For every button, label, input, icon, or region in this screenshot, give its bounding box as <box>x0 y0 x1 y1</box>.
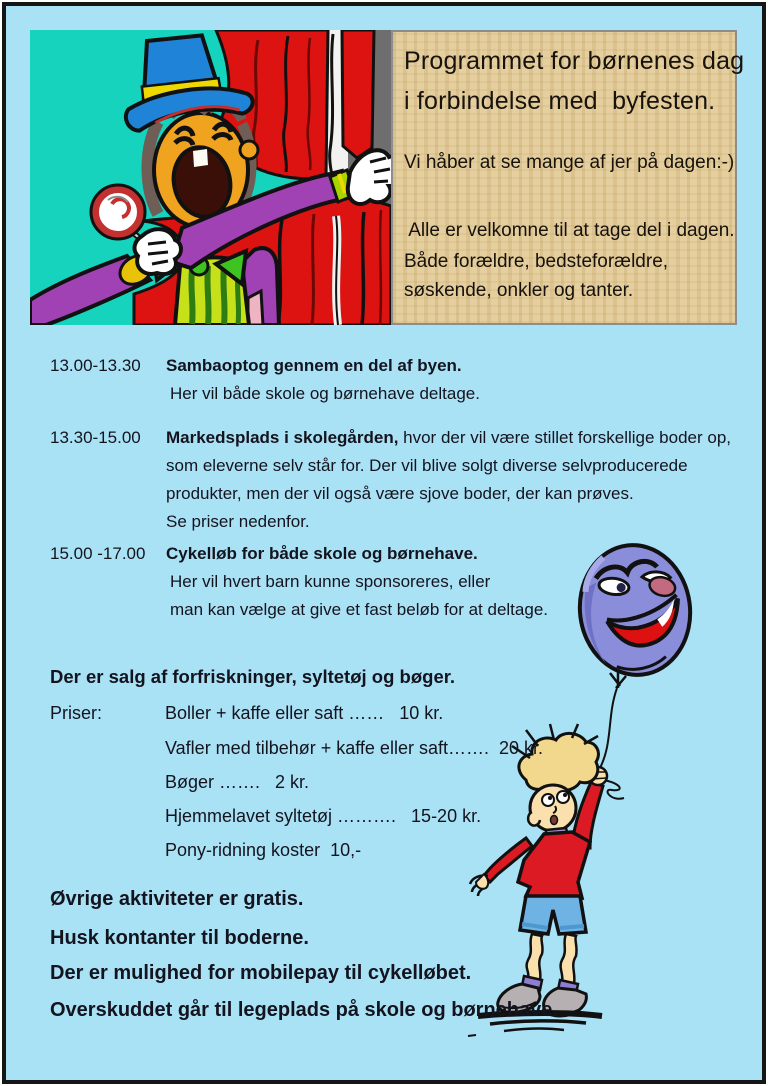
schedule-time: 13.30-15.00 <box>50 428 141 447</box>
footer-overskud: Overskuddet går til legeplads på skole og børnehave. <box>50 999 558 1021</box>
price-item-boller: Boller + kaffe eller saft …… 10 kr. <box>165 703 444 723</box>
welcome-line1: Alle er velkomne til at tage del i dagen. <box>404 220 735 241</box>
schedule-description: Cykelløb for både skole og børnehave. Her vil hvert barn kunne sponsoreres, eller man kan vælge at give et fast beløb for at deltage. <box>166 544 548 619</box>
footer-gratis: Øvrige aktiviteter er gratis. <box>50 888 304 910</box>
schedule-description: Sambaoptog gennem en del af byen. Her vil både skole og børnehave deltage. <box>166 356 480 403</box>
clown-illustration <box>30 30 391 325</box>
boy-right-leg <box>561 934 577 984</box>
page-title-line1: Programmet for børnenes dag <box>404 47 745 75</box>
balloon-boy-illustration <box>460 530 760 1040</box>
footer-mobilepay: Der er mulighed for mobilepay til cykelløbet. <box>50 962 472 984</box>
boy-left-leg <box>527 934 543 980</box>
page-title-line2: i forbindelse med byfesten. <box>404 87 716 115</box>
welcome-line3: søskende, onkler og tanter. <box>404 280 634 301</box>
sales-heading: Der er salg af forfriskninger, syltetøj og bøger. <box>50 666 456 687</box>
footer-kontanter: Husk kontanter til boderne. <box>50 927 309 949</box>
price-item-vafler: Vafler med tilbehør + kaffe eller saft……. 20 kr. <box>165 738 543 758</box>
welcome-line2: Både forældre, bedsteforældre, <box>404 251 669 272</box>
title-box <box>391 30 745 325</box>
price-item-pony: Pony-ridning koster 10,- <box>165 840 362 860</box>
price-label: Priser: <box>50 703 103 723</box>
schedule-description: Markedsplads i skolegården, hvor der vil være stillet forskellige boder op, som eleverne selv står for. Der vil blive solgt diverse selvproducerede produkter, men der vil også være sjove boder, der kan prøves. Se priser nedenfor. <box>166 428 732 531</box>
price-item-boger: Bøger ……. 2 kr. <box>165 772 310 792</box>
schedule-time: 13.00-13.30 <box>50 356 141 375</box>
price-item-syltetoj: Hjemmelavet syltetøj ………. 15-20 kr. <box>165 806 482 826</box>
boy <box>470 724 607 1016</box>
schedule-time: 15.00 -17.00 <box>50 544 146 563</box>
title-box-subtitle: Vi håber at se mange af jer på dagen:-) <box>404 152 735 173</box>
balloon <box>572 539 697 681</box>
